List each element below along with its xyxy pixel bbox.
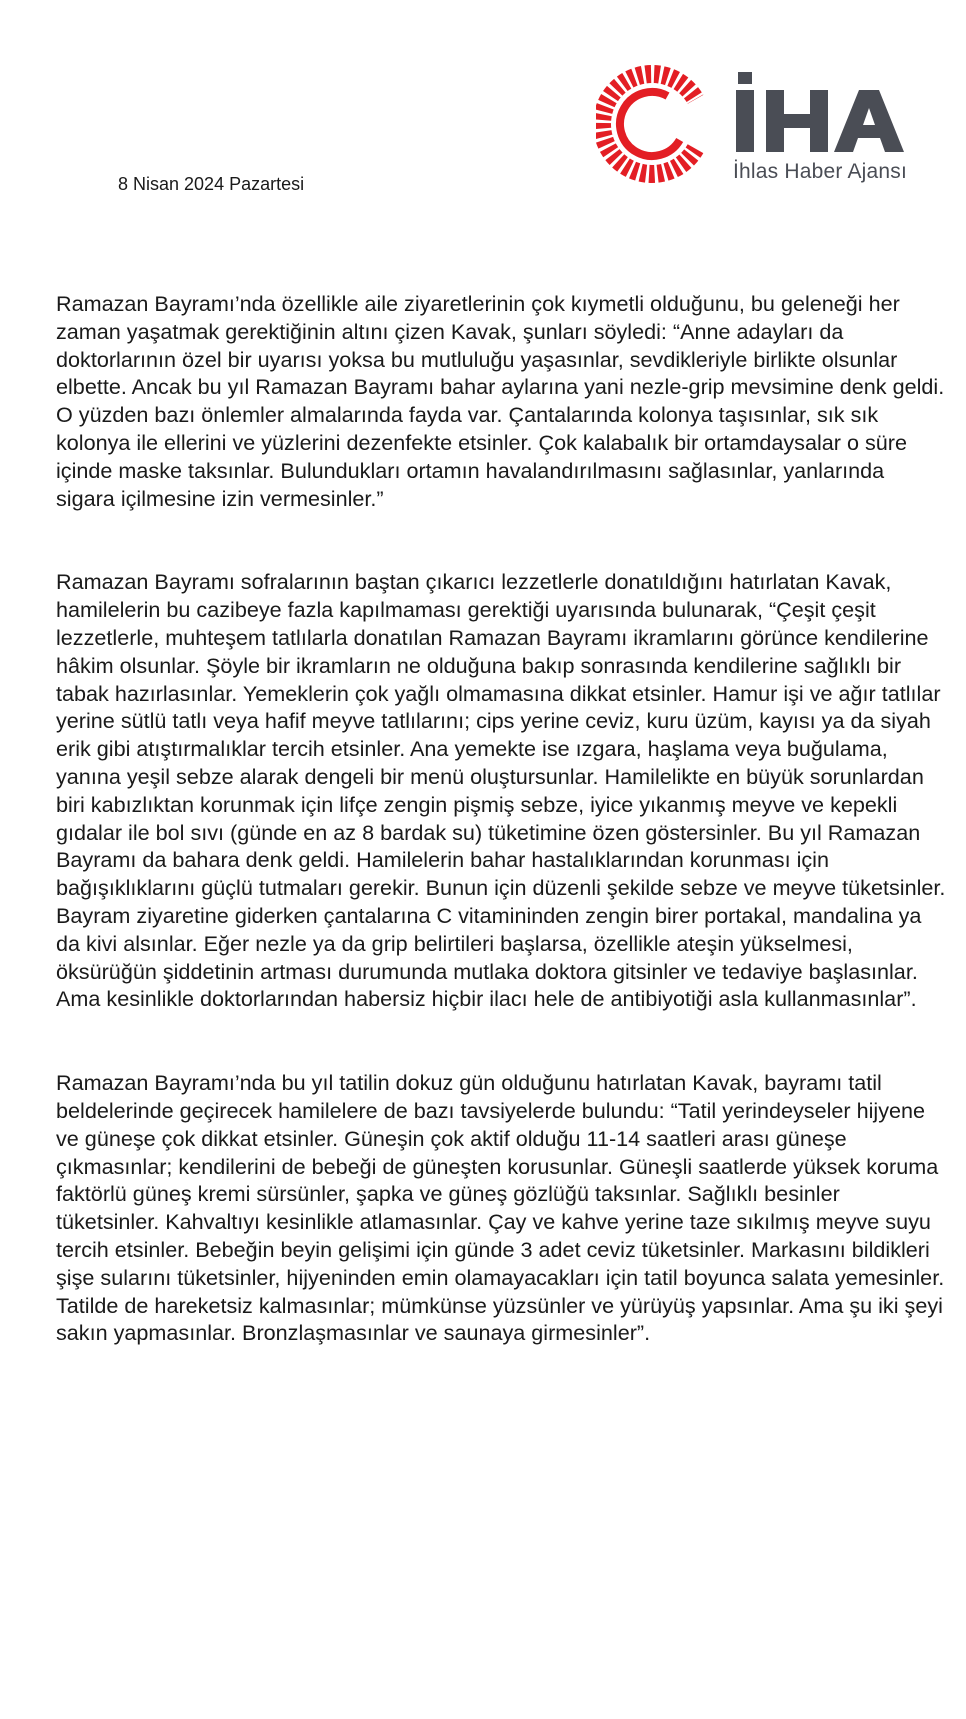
article-paragraph-3: Ramazan Bayramı’nda bu yıl tatilin dokuz gün olduğunu hatırlatan Kavak, bayramı tatil beldelerinde geçirecek hamilelere de bazı tavsiyelerde bulundu: “Tatil yerindeyseler hijyene ve güneşe çok dikkat etsinler. Güneşin çok aktif olduğu 11-14 saatleri arası güneşe çıkmasınlar; kendilerini de bebeği de güneşten korusunlar. Güneşli saatlerde yüksek koruma faktörlü güneş kremi sürsünler, şapka ve güneş gözlüğü taksınlar. Sağlıklı besinler tüketsinler. Kahvaltıyı kesinlikle atlamasınlar. Çay ve kahve yerine taze sıkılmış meyve suyu tercih etsinler. Bebeğin beyin gelişimi için günde 3 adet ceviz tüketsinler. Markasını bildikleri şişe sularını tüketsinler, hijyeninden emin olamayacakları için tatil boyunca salata yemesinler. Tatilde de hareketsiz kalmasınlar; mümkünse yüzsünler ve yürüyüş yapsınlar. Ama şu iki şeyi sakın yapmasınlar. Bronzlaşmasınlar ve saunaya girmesinler”. bbox=[56, 1070, 945, 1346]
logo-subtitle: İhlas Haber Ajansı bbox=[733, 160, 908, 183]
iha-ring-mark bbox=[596, 62, 726, 192]
page-header bbox=[0, 0, 966, 220]
iha-logo bbox=[596, 62, 926, 194]
article-paragraph-1: Ramazan Bayramı’nda özellikle aile ziyaretlerinin çok kıymetli olduğunu, bu geleneği her zaman yaşatmak gerektiğinin altını çizen Kavak, şunları söyledi: “Anne adayları da doktorlarının özel bir uyarısı yoksa bu mutluluğu yaşasınlar, sevdikleriyle birlikte olsunlar elbette. Ancak bu yıl Ramazan Bayramı bahar aylarına yani nezle-grip mevsimine denk geldi. O yüzden bazı önlemler almalarında fayda var. Çantalarında kolonya taşısınlar, sık sık kolonya ile ellerini ve yüzlerini dezenfekte etsinler. Çok kalabalık bir ortamdaysalar o süre içinde maske taksınlar. Bulundukları ortamın havalandırılmasını sağlasınlar, yanlarında sigara içilmesine izin vermesinler.” bbox=[56, 291, 945, 511]
article-paragraph-2: Ramazan Bayramı sofralarının baştan çıkarıcı lezzetlerle donatıldığını hatırlatan Kavak, hamilelerin bu cazibeye fazla kapılmaması gerektiği uyarısında bulunarak, “Çeşit çeşit lezzetlerle, muhteşem tatlılarla donatılan Ramazan Bayramı ikramlarını görünce kendilerine hâkim olsunlar. Şöyle bir ikramların ne olduğuna bakıp sonrasında kendilerine sağlıklı bir tabak hazırlasınlar. Yemeklerin çok yağlı olmamasına dikkat etsinler. Hamur işi ve ağır tatlılar yerine sütlü tatlı veya hafif meyve tatlılarını; cips yerine ceviz, kuru üzüm, kayısı ya da siyah erik gibi atıştırmalıklar tercih etsinler. Ana yemekte ise ızgara, haşlama veya buğulama, yanına yeşil sebze alarak dengeli bir menü oluştursunlar. Hamilelikte en büyük sorunlardan biri kabızlıktan korunmak için lifçe zengin pişmiş sebze, iyice yıkanmış meyve ve kepekli gıdalar ile bol sıvı (günde en az 8 bardak su) tüketimine özen göstersinler. Bu yıl Ramazan Bayramı da bahara denk geldi. Hamilelerin bahar hastalıklarından korunması için bağışıklıklarını güçlü tutmaları gerekir. Bunun için düzenli şekilde sebze ve meyve tüketsinler. Bayram ziyaretine giderken çantalarına C vitamininden zengin birer portakal, mandalina ya da kivi alsınlar. Eğer nezle ya da grip belirtileri başlarsa, özellikle ateşin yükselmesi, öksürüğün şiddetinin artması durumunda mutlaka doktora gitsinler ve tedaviye başlasınlar. Ama kesinlikle doktorlarından habersiz hiçbir ilacı hele de antibiyotiği asla kullanmasınlar”. bbox=[56, 569, 946, 1012]
document-date: 8 Nisan 2024 Pazartesi bbox=[118, 174, 305, 194]
article-body bbox=[56, 290, 946, 1403]
